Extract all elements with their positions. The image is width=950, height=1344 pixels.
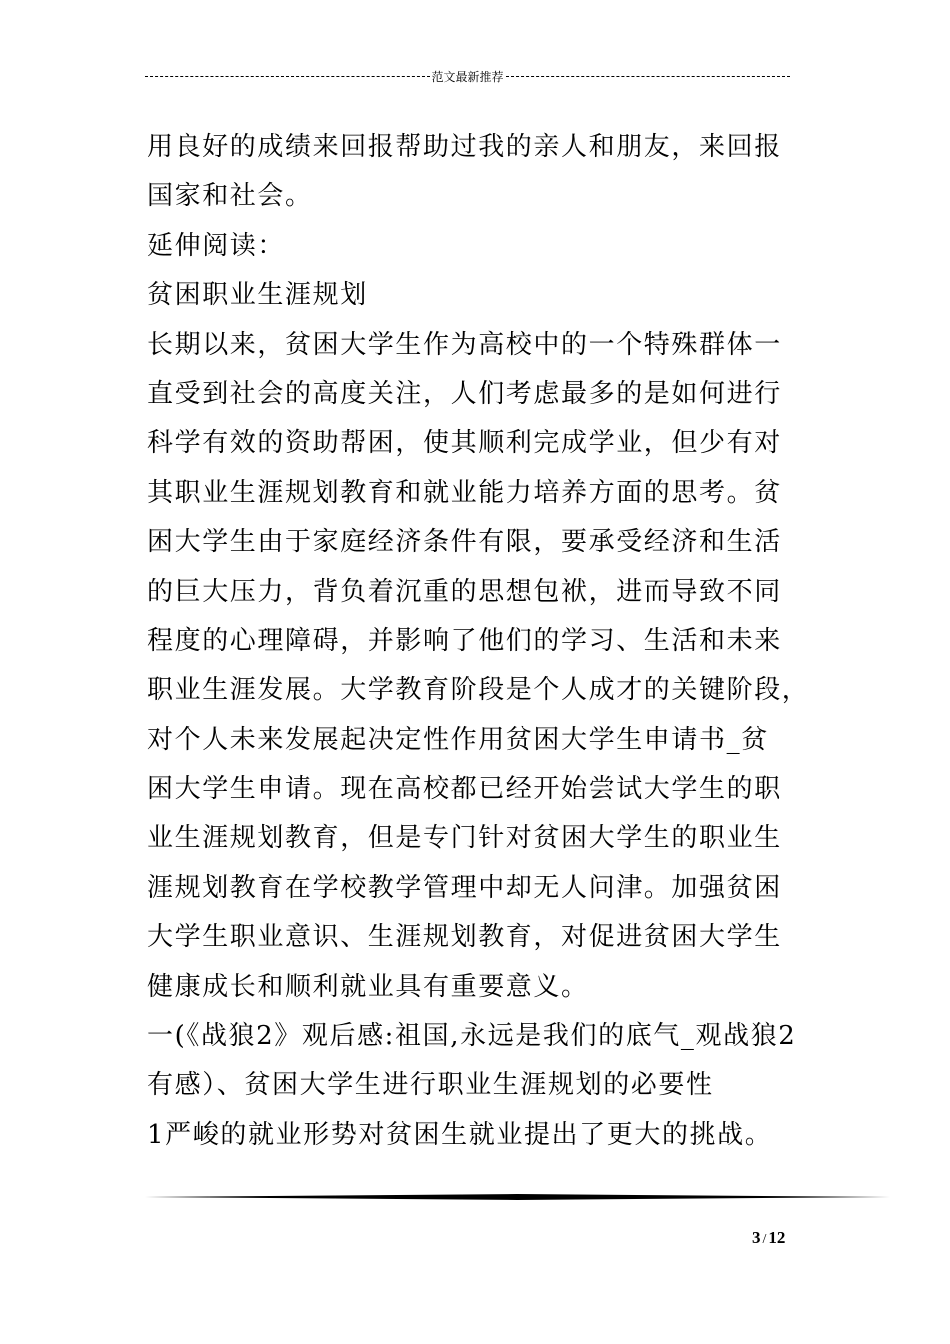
page-header	[145, 64, 790, 88]
section-heading: 贫困职业生涯规划	[147, 280, 368, 311]
body-line: 涯规划教育在学校教学管理中却无人问津。加强贫困	[147, 872, 782, 903]
body-line: 科学有效的资助帮困，使其顺利完成学业，但少有对	[147, 428, 782, 459]
body-line: 大学生职业意识、生涯规划教育，对促进贫困大学生	[147, 922, 782, 953]
body-line: 1严峻的就业形势对贫困生就业提出了更大的挑战。	[147, 1119, 773, 1150]
body-line: 程度的心理障碍，并影响了他们的学习、生活和未来	[147, 625, 782, 656]
body-line: 有感）、贫困大学生进行职业生涯规划的必要性	[147, 1070, 714, 1101]
page-separator: /	[762, 1232, 767, 1247]
body-line: 用良好的成绩来回报帮助过我的亲人和朋友，来回报	[147, 132, 782, 162]
body-line: 对个人未来发展起决定性作用贫困大学生申请书_贫	[147, 724, 769, 755]
body-line: 健康成长和顺利就业具有重要意义。	[147, 971, 589, 1002]
body-line: 直受到社会的高度关注，人们考虑最多的是如何进行	[147, 378, 782, 409]
footer-rule	[145, 1194, 890, 1200]
body-line: 职业生涯发展。大学教育阶段是个人成才的关键阶段，	[147, 675, 810, 706]
page-total: 12	[768, 1228, 786, 1247]
body-line: 困大学生申请。现在高校都已经开始尝试大学生的职	[147, 774, 782, 805]
body-line: 其职业生涯规划教育和就业能力培养方面的思考。贫	[147, 477, 782, 508]
header-dash-left	[145, 76, 430, 77]
header-title: 范文最新推荐	[431, 69, 504, 84]
body-line: 国家和社会。	[147, 181, 313, 212]
body-line: 的巨大压力，背负着沉重的思想包袱，进而导致不同	[147, 576, 782, 607]
body-line: 延伸阅读：	[147, 230, 286, 261]
body-line: 业生涯规划教育，但是专门针对贫困大学生的职业生	[147, 823, 782, 854]
page-number	[752, 1228, 785, 1248]
page-current: 3	[752, 1228, 761, 1247]
body-line: 一(《战狼2》观后感:祖国,永远是我们的底气_观战狼2	[147, 1021, 797, 1052]
body-line: 长期以来，贫困大学生作为高校中的一个特殊群体一	[147, 329, 782, 360]
document-body	[147, 123, 827, 1160]
body-line: 困大学生由于家庭经济条件有限，要承受经济和生活	[147, 527, 782, 558]
header-dash-right	[506, 76, 791, 77]
